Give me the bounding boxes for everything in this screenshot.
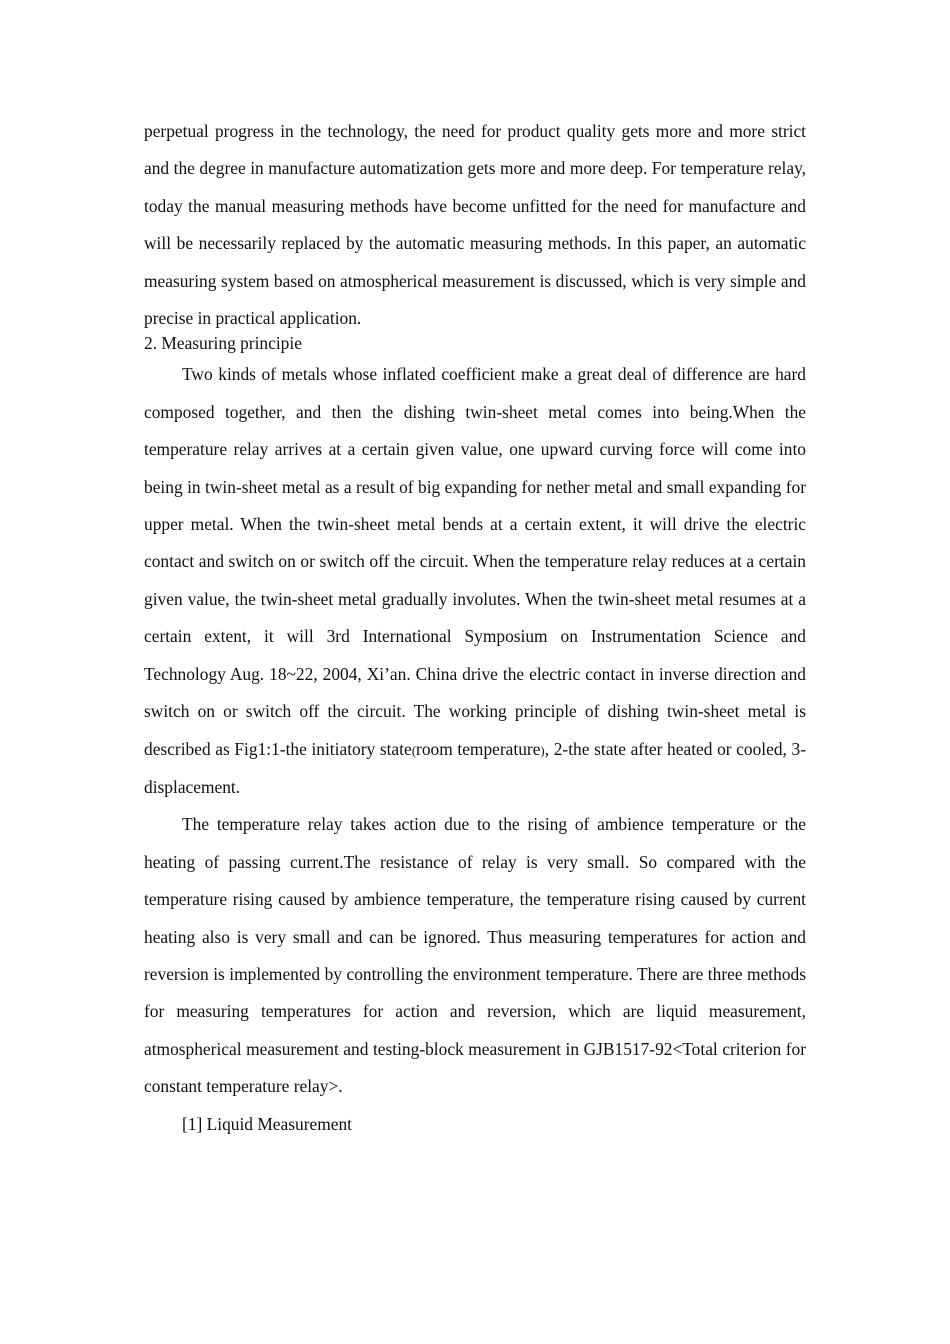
paragraph-principle-main: Two kinds of metals whose inflated coefficient make a great deal of difference are hard composed together, and then the dishing twin-sheet metal comes into being.When the temperature relay arrives at a certain given value, one upward curving force will come into being in twin-sheet metal as a result of big expanding for nether metal and small expanding for upper metal. When the twin-sheet metal bends at a certain extent, it will drive the electric contact and switch on or switch off the circuit. When the temperature relay reduces at a certain given value, the twin-sheet metal gradually involutes. When the twin-sheet metal resumes at a certain extent, it will 3rd International Symposium on Instrumentation Science and Technology Aug. 18~22, 2004, Xi’an. China drive the electric contact in inverse direction and switch on or switch off the circuit. The working principle of dishing twin-sheet metal is described as Fig1:1-the initiatory state (144, 364, 806, 759)
paragraph-principle-tail: , 2-the state after heated or cooled, 3-displacement. (144, 738, 806, 797)
paragraph-measuring-methods: The temperature relay takes action due to the rising of ambience temperature or the heating of passing current.The resistance of relay is very small. So compared with the temperature rising caused by ambience temperature, the temperature rising caused by current heating also is very small and can be ignored. Thus measuring temperatures for action and reversion is implemented by controlling the environment temperature. There are three methods for measuring temperatures for action and reversion, which are liquid measurement, atmospherical measurement and testing-block measurement in GJB1517-92<Total criterion for constant temperature relay>. (144, 814, 806, 1097)
section-heading-measuring-principle: 2. Measuring principie (144, 333, 302, 354)
paragraph-intro-continued: perpetual progress in the technology, the need for product quality gets more and more strict and the degree in manufacture automatization gets more and more deep. For temperature relay, today the manual measuring methods have become unfitted for the need for manufacture and will be necessarily replaced by the automatic measuring methods. In this paper, an automatic measuring system based on atmospherical measurement is discussed, which is very simple and precise in practical application. (144, 121, 806, 329)
paren-close: ) (540, 742, 545, 758)
paragraph-principle (144, 356, 806, 806)
subheading-liquid-measurement: [1] Liquid Measurement (182, 1113, 352, 1134)
paren-text: room temperature (416, 738, 541, 759)
document-page (144, 113, 806, 1143)
paren-open: ( (411, 742, 417, 758)
